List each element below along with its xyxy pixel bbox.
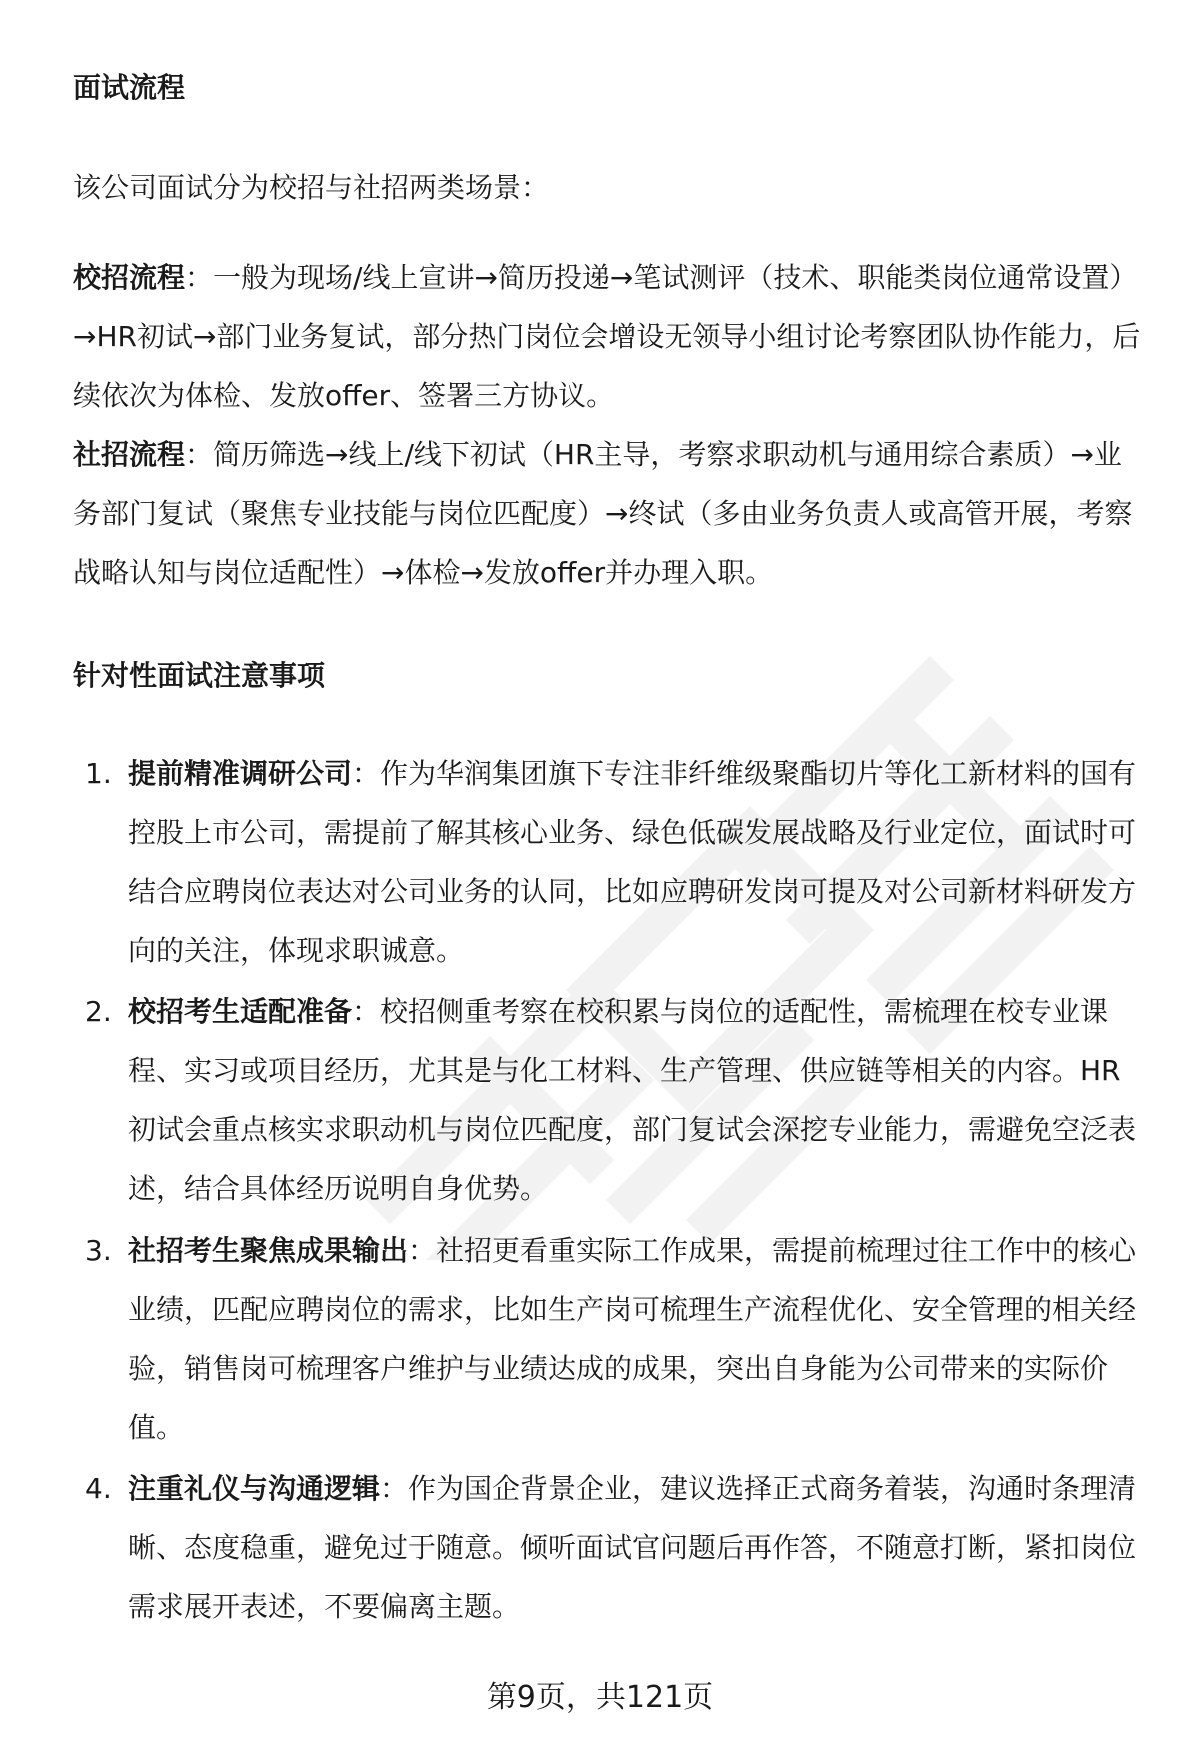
list-item-text: 社招更看重实际工作成果，需提前梳理过往工作中的核心业绩，匹配应聘岗位的需求，比如生产岗可梳理生产流程优化、安全管理的相关经验，销售岗可梳理客户维护与业绩达成的成果，突出自身能为公司带来的实际价值。 [128,1234,1137,1444]
list-item-label: 注重礼仪与沟通逻辑 [128,1472,381,1505]
list-item-separator: ： [380,1472,409,1505]
social-process-text: 简历筛选→线上/线下初试（HR主导，考察求职动机与通用综合素质）→业务部门复试（聚焦专业技能与岗位匹配度）→终试（多由业务负责人或高管开展，考察战略认知与岗位适配性）→体检→发放offer并办理入职。 [73,438,1133,589]
list-item-separator: ： [352,757,381,790]
list-item [73,1459,1153,1636]
campus-process-label: 校招流程 [73,261,186,294]
list-item [73,1221,1153,1457]
list-item-text: 作为国企背景企业，建议选择正式商务着装，沟通时条理清晰、态度稳重，避免过于随意。倾听面试官问题后再作答，不随意打断，紧扣岗位需求展开表述，不要偏离主题。 [128,1472,1137,1623]
list-item-label: 校招考生适配准备 [128,995,353,1028]
social-process-label: 社招流程 [73,438,186,471]
list-item-separator: ： [352,995,381,1028]
list-item-number: 3. [85,1234,112,1267]
campus-process-separator: ： [185,261,214,294]
interview-process-heading: 面试流程 [73,71,186,104]
list-item-number: 2. [85,995,112,1028]
list-item-label: 提前精准调研公司 [128,757,353,790]
social-process-separator: ： [185,438,214,471]
list-item-text: 作为华润集团旗下专注非纤维级聚酯切片等化工新材料的国有控股上市公司，需提前了解其核心业务、绿色低碳发展战略及行业定位，面试时可结合应聘岗位表达对公司业务的认同，比如应聘研发岗可提及对公司新材料研发方向的关注，体现求职诚意。 [128,757,1137,967]
social-process-paragraph [73,425,1148,602]
list-item [73,744,1153,980]
list-item-number: 1. [85,757,112,790]
list-item-number: 4. [85,1472,112,1505]
list-item-text: 校招侧重考察在校积累与岗位的适配性，需梳理在校专业课程、实习或项目经历，尤其是与化工材料、生产管理、供应链等相关的内容。HR初试会重点核实求职动机与岗位匹配度，部门复试会深挖专业能力，需避免空泛表述，结合具体经历说明自身优势。 [128,995,1137,1205]
list-item-label: 社招考生聚焦成果输出 [128,1234,409,1267]
list-item-separator: ： [408,1234,437,1267]
list-item [73,982,1153,1218]
page-number-footer: 第9页，共121页 [486,1680,714,1715]
interview-tips-heading: 针对性面试注意事项 [73,659,326,692]
campus-process-paragraph [73,248,1148,425]
campus-process-text: 一般为现场/线上宣讲→简历投递→笔试测评（技术、职能类岗位通常设置）→HR初试→部门业务复试，部分热门岗位会增设无领导小组讨论考察团队协作能力，后续依次为体检、发放offer、签署三方协议。 [73,261,1141,412]
intro-paragraph: 该公司面试分为校招与社招两类场景： [73,171,550,204]
